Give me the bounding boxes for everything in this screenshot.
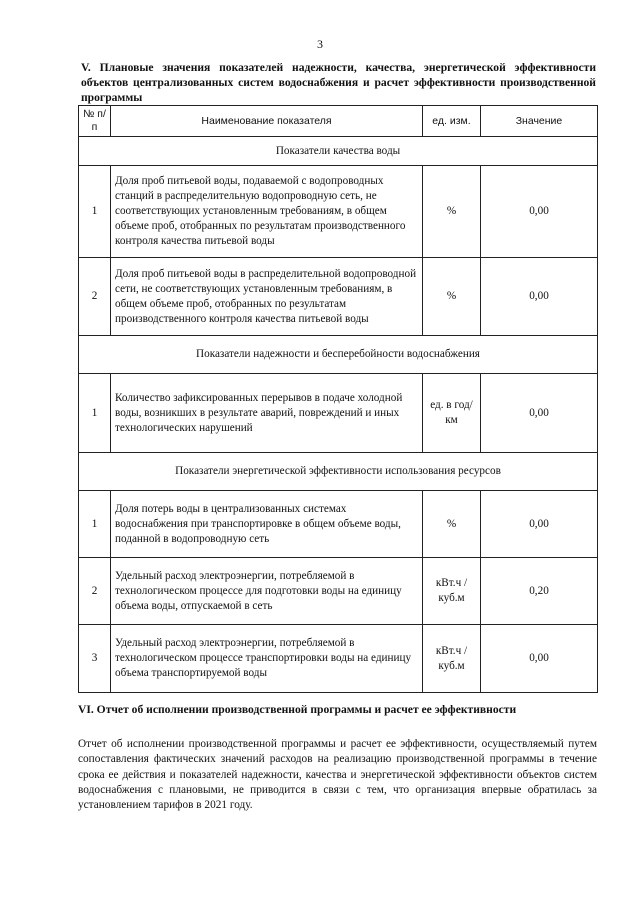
row-number: 1 <box>79 374 111 453</box>
row-number: 2 <box>79 558 111 625</box>
section-6-paragraph: Отчет об исполнении производственной программы и расчет ее эффективности, осуществляемый путем сопоставления фактических значений расходов на реализацию производственной программы в течение срока ее действия и показателей надежности, качества и энергетической эффективности объектов систем водоснабжения с плановыми, не приводится в связи с тем, что организация впервые обратилась за установлением тарифов в 2021 году. <box>78 738 597 812</box>
indicator-value: 0,00 <box>481 625 598 693</box>
indicators-table <box>78 105 598 693</box>
indicator-unit: % <box>423 491 481 558</box>
table-header-row <box>79 106 598 137</box>
section-5-title: V. Плановые значения показателей надежности, качества, энергетической эффективности объектов централизованных систем водоснабжения и расчет эффективности производственной программы <box>81 61 596 104</box>
header-unit: ед. изм. <box>423 106 481 137</box>
indicator-value: 0,00 <box>481 258 598 336</box>
indicator-value: 0,00 <box>481 166 598 258</box>
indicator-unit: % <box>423 258 481 336</box>
indicator-name: Количество зафиксированных перерывов в подаче холодной воды, возникших в результате аварий, повреждений и иных технологических нарушений <box>111 374 423 453</box>
indicator-value: 0,00 <box>481 491 598 558</box>
indicator-name: Доля потерь воды в централизованных системах водоснабжения при транспортировке в общем объеме воды, поданной в водопроводную сеть <box>111 491 423 558</box>
table-row <box>79 625 598 693</box>
group-title: Показатели энергетической эффективности использования ресурсов <box>79 453 598 491</box>
table-row <box>79 258 598 336</box>
indicator-unit: кВт.ч / куб.м <box>423 558 481 625</box>
page-number: 3 <box>317 37 323 51</box>
group-row-reliability <box>79 336 598 374</box>
row-number: 1 <box>79 166 111 258</box>
table-row <box>79 166 598 258</box>
table-row <box>79 374 598 453</box>
indicator-unit: % <box>423 166 481 258</box>
header-num: № п/п <box>79 106 111 137</box>
table-row <box>79 491 598 558</box>
indicator-unit: кВт.ч / куб.м <box>423 625 481 693</box>
indicator-value: 0,20 <box>481 558 598 625</box>
group-row-water-quality <box>79 137 598 166</box>
row-number: 2 <box>79 258 111 336</box>
indicator-name: Доля проб питьевой воды в распределительной водопроводной сети, не соответствующих установленным требованиям, в общем объеме проб, отобранных по результатам производственного контроля качества питьевой воды <box>111 258 423 336</box>
indicator-name: Удельный расход электроэнергии, потребляемой в технологическом процессе транспортировки воды на единицу объема транспортируемой воды <box>111 625 423 693</box>
section-6-title: VI. Отчет об исполнении производственной программы и расчет ее эффективности <box>78 703 517 716</box>
indicator-name: Доля проб питьевой воды, подаваемой с водопроводных станций в распределительную водопроводную сеть, не соответствующих установленным требованиям, в общем объеме проб, отобранных по результатам производственного контроля качества питьевой воды <box>111 166 423 258</box>
row-number: 1 <box>79 491 111 558</box>
group-row-energy-efficiency <box>79 453 598 491</box>
indicator-unit: ед. в год/ км <box>423 374 481 453</box>
table-row <box>79 558 598 625</box>
row-number: 3 <box>79 625 111 693</box>
header-value: Значение <box>481 106 598 137</box>
indicator-name: Удельный расход электроэнергии, потребляемой в технологическом процессе для подготовки воды на единицу объема воды, отпускаемой в сеть <box>111 558 423 625</box>
header-name: Наименование показателя <box>111 106 423 137</box>
group-title: Показатели качества воды <box>79 137 598 166</box>
group-title: Показатели надежности и бесперебойности водоснабжения <box>79 336 598 374</box>
indicator-value: 0,00 <box>481 374 598 453</box>
